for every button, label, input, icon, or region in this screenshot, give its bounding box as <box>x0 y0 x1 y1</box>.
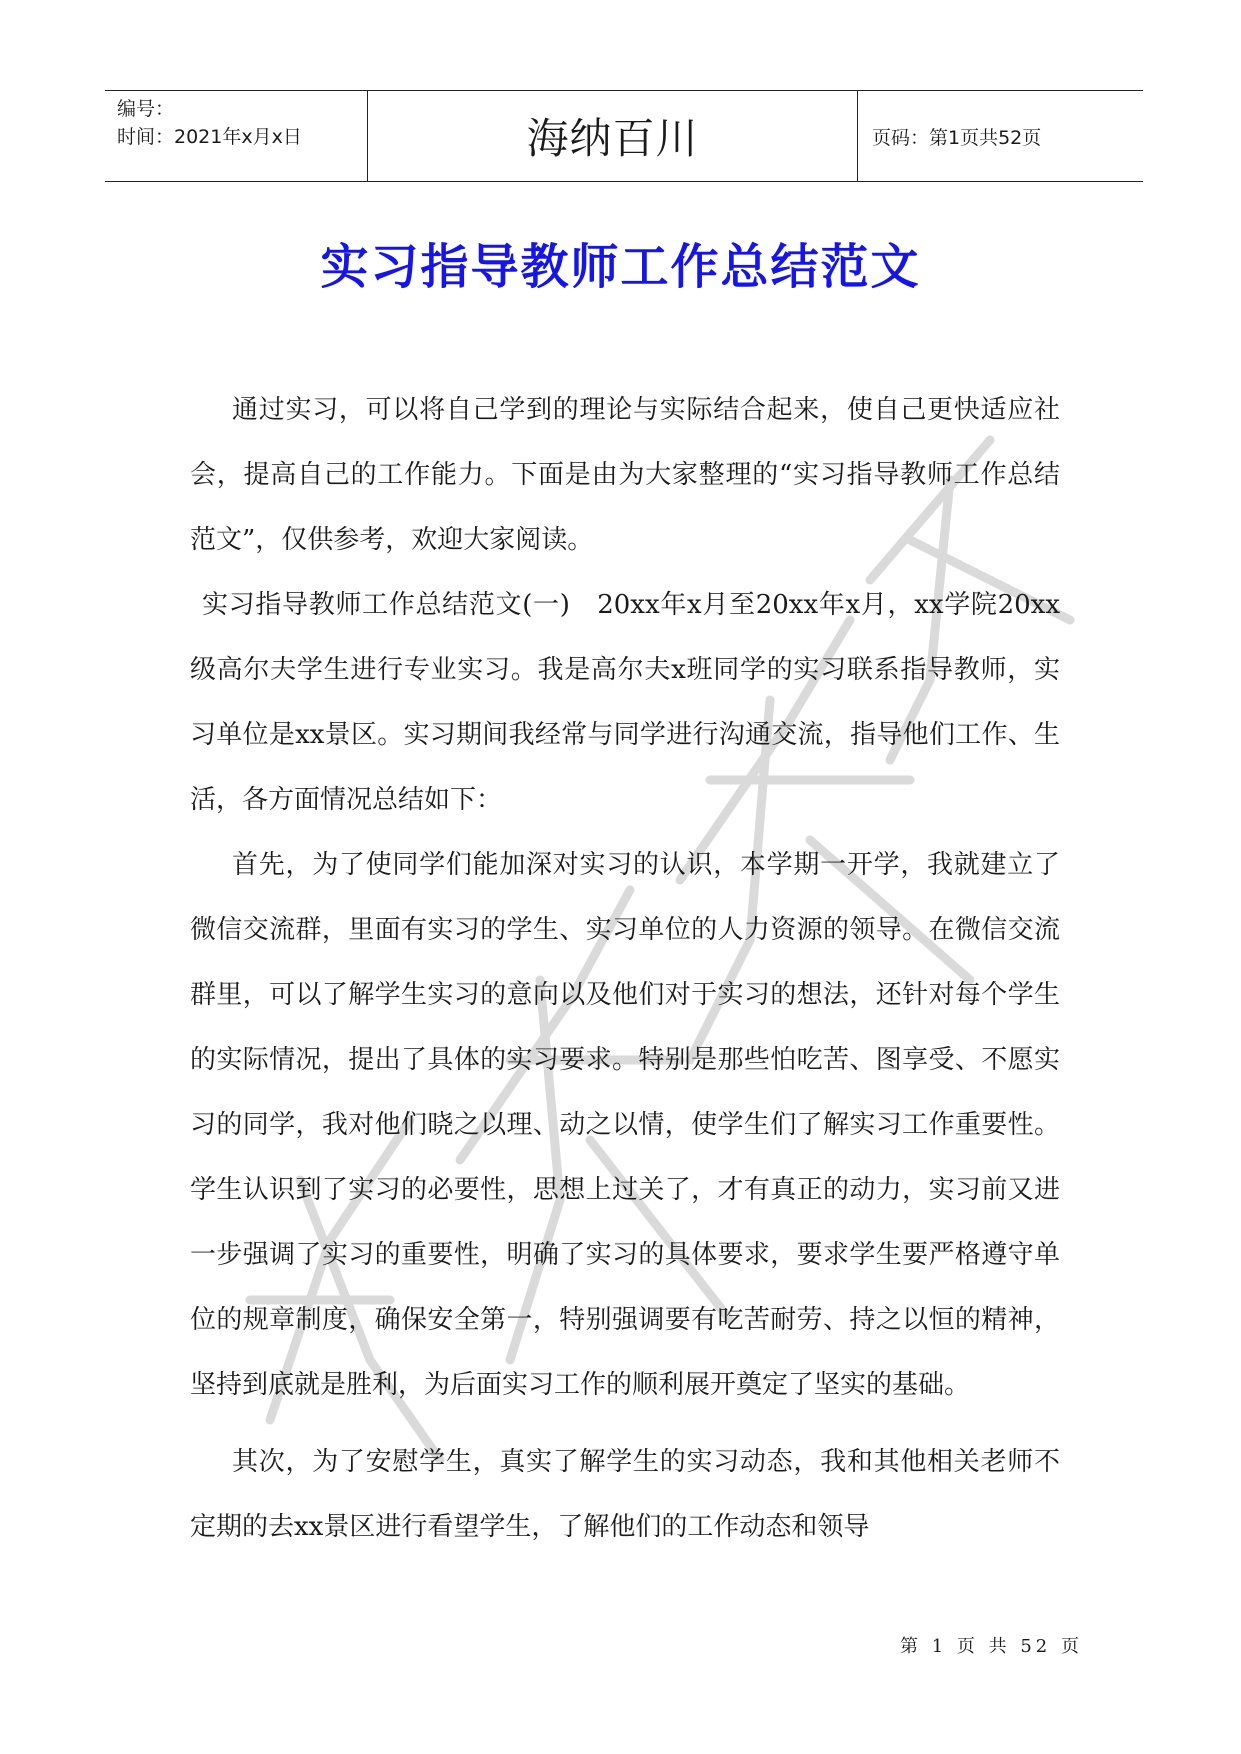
page-footer: 第 1 页 共 52 页 <box>900 1636 1083 1657</box>
paragraph: 实习指导教师工作总结范文(一) 20xx年x月至20xx年x月，xx学院20xx级高尔夫学生进行专业实习。我是高尔夫x班同学的实习联系指导教师，实习单位是xx景区。实习期间我经常与同学进行沟通交流，指导他们工作、生活，各方面情况总结如下： <box>190 590 1060 815</box>
time-label: 时间：2021年x月x日 <box>117 126 302 148</box>
paragraph: 其次，为了安慰学生，真实了解学生的实习动态，我和其他相关老师不定期的去xx景区进行看望学生，了解他们的工作动态和领导 <box>190 1447 1060 1542</box>
brand-name: 海纳百川 <box>368 91 858 181</box>
document-body <box>190 378 1060 1560</box>
paragraph: 通过实习，可以将自己学到的理论与实际结合起来，使自己更快适应社会，提高自己的工作能力。下面是由为大家整理的“实习指导教师工作总结范文”，仅供参考，欢迎大家阅读。 <box>190 395 1060 555</box>
header-meta <box>105 91 368 181</box>
number-label: 编号： <box>117 98 175 120</box>
paragraph: 首先，为了使同学们能加深对实习的认识，本学期一开学，我就建立了微信交流群，里面有实习的学生、实习单位的人力资源的领导。在微信交流群里，可以了解学生实习的意向以及他们对于实习的想法，还针对每个学生的实际情况，提出了具体的实习要求。特别是那些怕吃苦、图享受、不愿实习的同学，我对他们晓之以理、动之以情，使学生们了解实习工作重要性。学生认识到了实习的必要性，思想上过关了，才有真正的动力，实习前又进一步强调了实习的重要性，明确了实习的具体要求，要求学生要严格遵守单位的规章制度，确保安全第一，特别强调要有吃苦耐劳、持之以恒的精神，坚持到底就是胜利，为后面实习工作的顺利展开奠定了坚实的基础。 <box>190 850 1060 1400</box>
document-title: 实习指导教师工作总结范文 <box>320 239 921 295</box>
page-info: 页码：第1页共52页 <box>872 126 1042 149</box>
header-table <box>105 90 1143 182</box>
